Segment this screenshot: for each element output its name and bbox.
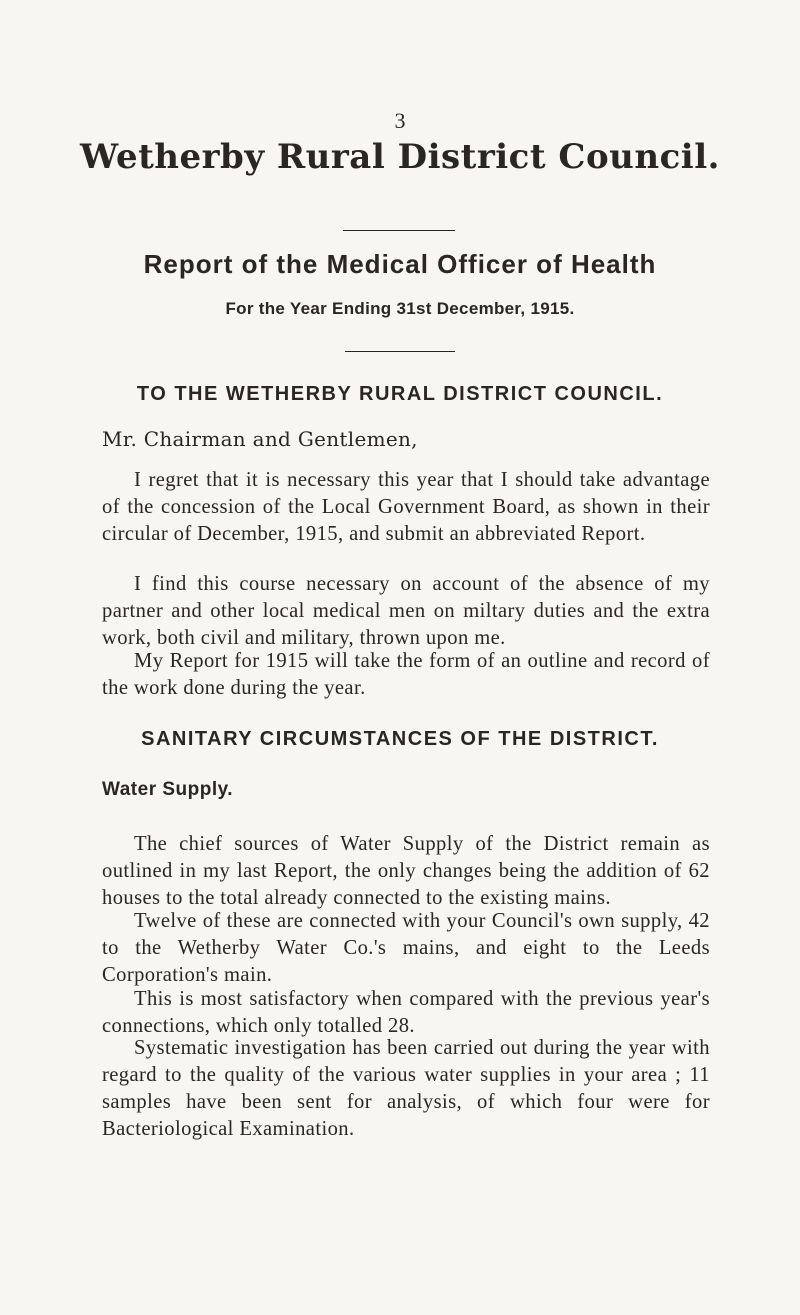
divider-rule (343, 230, 455, 231)
salutation: Mr. Chairman and Gentlemen, (102, 427, 418, 451)
paragraph: This is most satisfactory when compared with the previous year's connections, which only totalled 28. (102, 988, 710, 1037)
subheading-water-supply: Water Supply. (102, 779, 234, 800)
paragraph: Twelve of these are connected with your Council's own supply, 42 to the Wetherby Water Co.'s mains, and eight to the Leeds Corporation's main. (102, 910, 710, 986)
addressee-heading: TO THE WETHERBY RURAL DISTRICT COUNCIL. (136, 383, 664, 405)
section-heading-sanitary: SANITARY CIRCUMSTANCES OF THE DISTRICT. (141, 728, 659, 750)
paragraph: Systematic investigation has been carried out during the year with regard to the quality of the various water supplies in your area ; 11 samples have been sent for analysis, of which four were for Bacteriological Examination. (102, 1037, 710, 1140)
divider-rule (345, 351, 455, 352)
report-title: Report of the Medical Officer of Health (143, 249, 657, 279)
report-subtitle: For the Year Ending 31st December, 1915. (225, 299, 575, 318)
council-title: Wetherby Rural District Council. (80, 137, 720, 177)
paragraph: I find this course necessary on account of the absence of my partner and other local medical men on miltary duties and the extra work, both civil and military, thrown upon me. (102, 573, 710, 649)
paragraph: My Report for 1915 will take the form of an outline and record of the work done during the year. (102, 650, 710, 699)
page-number: 3 (394, 108, 406, 133)
paragraph: I regret that it is necessary this year that I should take advantage of the concession of the Local Government Board, as shown in their circular of December, 1915, and submit an abbreviated Report. (102, 469, 710, 545)
paragraph: The chief sources of Water Supply of the District remain as outlined in my last Report, the only changes being the addition of 62 houses to the total already connected to the existing mains. (102, 833, 710, 909)
